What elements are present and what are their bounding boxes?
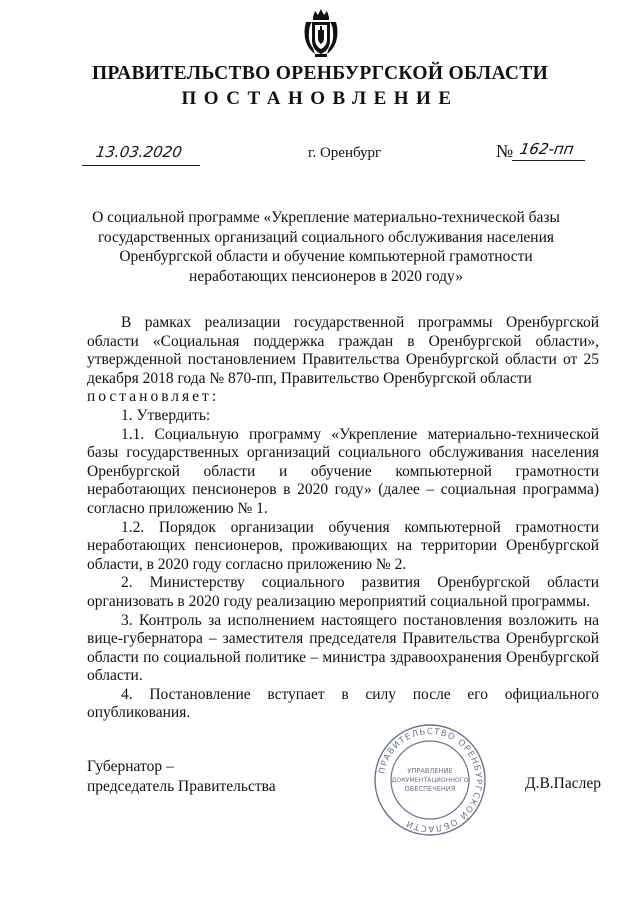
signatory-position (87, 757, 276, 797)
coat-of-arms-emblem (303, 8, 339, 58)
number-underline (512, 160, 585, 161)
position-line-1: Губернатор – (87, 758, 174, 775)
document-subject: О социальной программе «Укрепление материально-технической базы государственных организаций социального обслуживания населения Оренбургской области и обучение компьютерной грамотности неработающих пенсионеров в 2020 году» (92, 209, 560, 285)
document-number: 162-пп (518, 140, 576, 158)
body-item: 1.1. Социальную программу «Укрепление материально-технической базы государственных организаций социального обслуживания населения Оренбургской области и обучение компьютерной грамотности неработающих пенсионеров в 2020 году» (далее – социальная программа) согласно приложению № 1. (87, 425, 599, 517)
position-line-2: председатель Правительства (87, 778, 276, 795)
body-resolves: постановляет: (87, 388, 220, 406)
body-item: 1.2. Порядок организации обучения компьютерной грамотности неработающих пенсионеров, проживающих на территории Оренбургской области, в 2020 году согласно приложению № 2. (87, 518, 599, 573)
organization-title: ПРАВИТЕЛЬСТВО ОРЕНБУРГСКОЙ ОБЛАСТИ (91, 63, 549, 84)
document-body (87, 314, 599, 723)
stamp-center-line: УПРАВЛЕНИЕ (407, 767, 453, 775)
stamp-center-line: ДОКУМЕНТАЦИОННОГО (391, 777, 469, 784)
document-type-title: ПОСТАНОВЛЕНИЕ (181, 88, 459, 109)
body-item: 3. Контроль за исполнением настоящего постановления возложить на вице-губернатора – заместителя председателя Правительства Оренбургской области по социальной политике – министра здравоохранения Оренбургской области. (87, 611, 599, 685)
number-label: № (496, 141, 514, 161)
signatory-name: Д.В.Паслер (525, 775, 601, 792)
document-city: г. Оренбург (308, 145, 382, 161)
stamp-ring-text: ПРАВИТЕЛЬСТВО ОРЕНБУРГСКОЙ ОБЛАСТИ (377, 726, 484, 834)
body-intro: В рамках реализации государственной программы Оренбургской области «Социальная поддержка граждан в Оренбургской области», утвержденной постановлением Правительства Оренбургской области от 25 декабря 2018 года № 870-пп, Правительство Оренбургской области (87, 314, 599, 387)
official-stamp (372, 722, 488, 838)
body-item: 4. Постановление вступает в силу после его официального опубликования. (87, 685, 599, 722)
document-date: 13.03.2020 (94, 143, 184, 161)
stamp-center-line: ОБЕСПЕЧЕНИЯ (404, 785, 456, 793)
body-item: 2. Министерству социального развития Оренбургской области организовать в 2020 году реализацию мероприятий социальной программы. (87, 574, 599, 610)
body-item: 1. Утвердить: (121, 406, 211, 424)
